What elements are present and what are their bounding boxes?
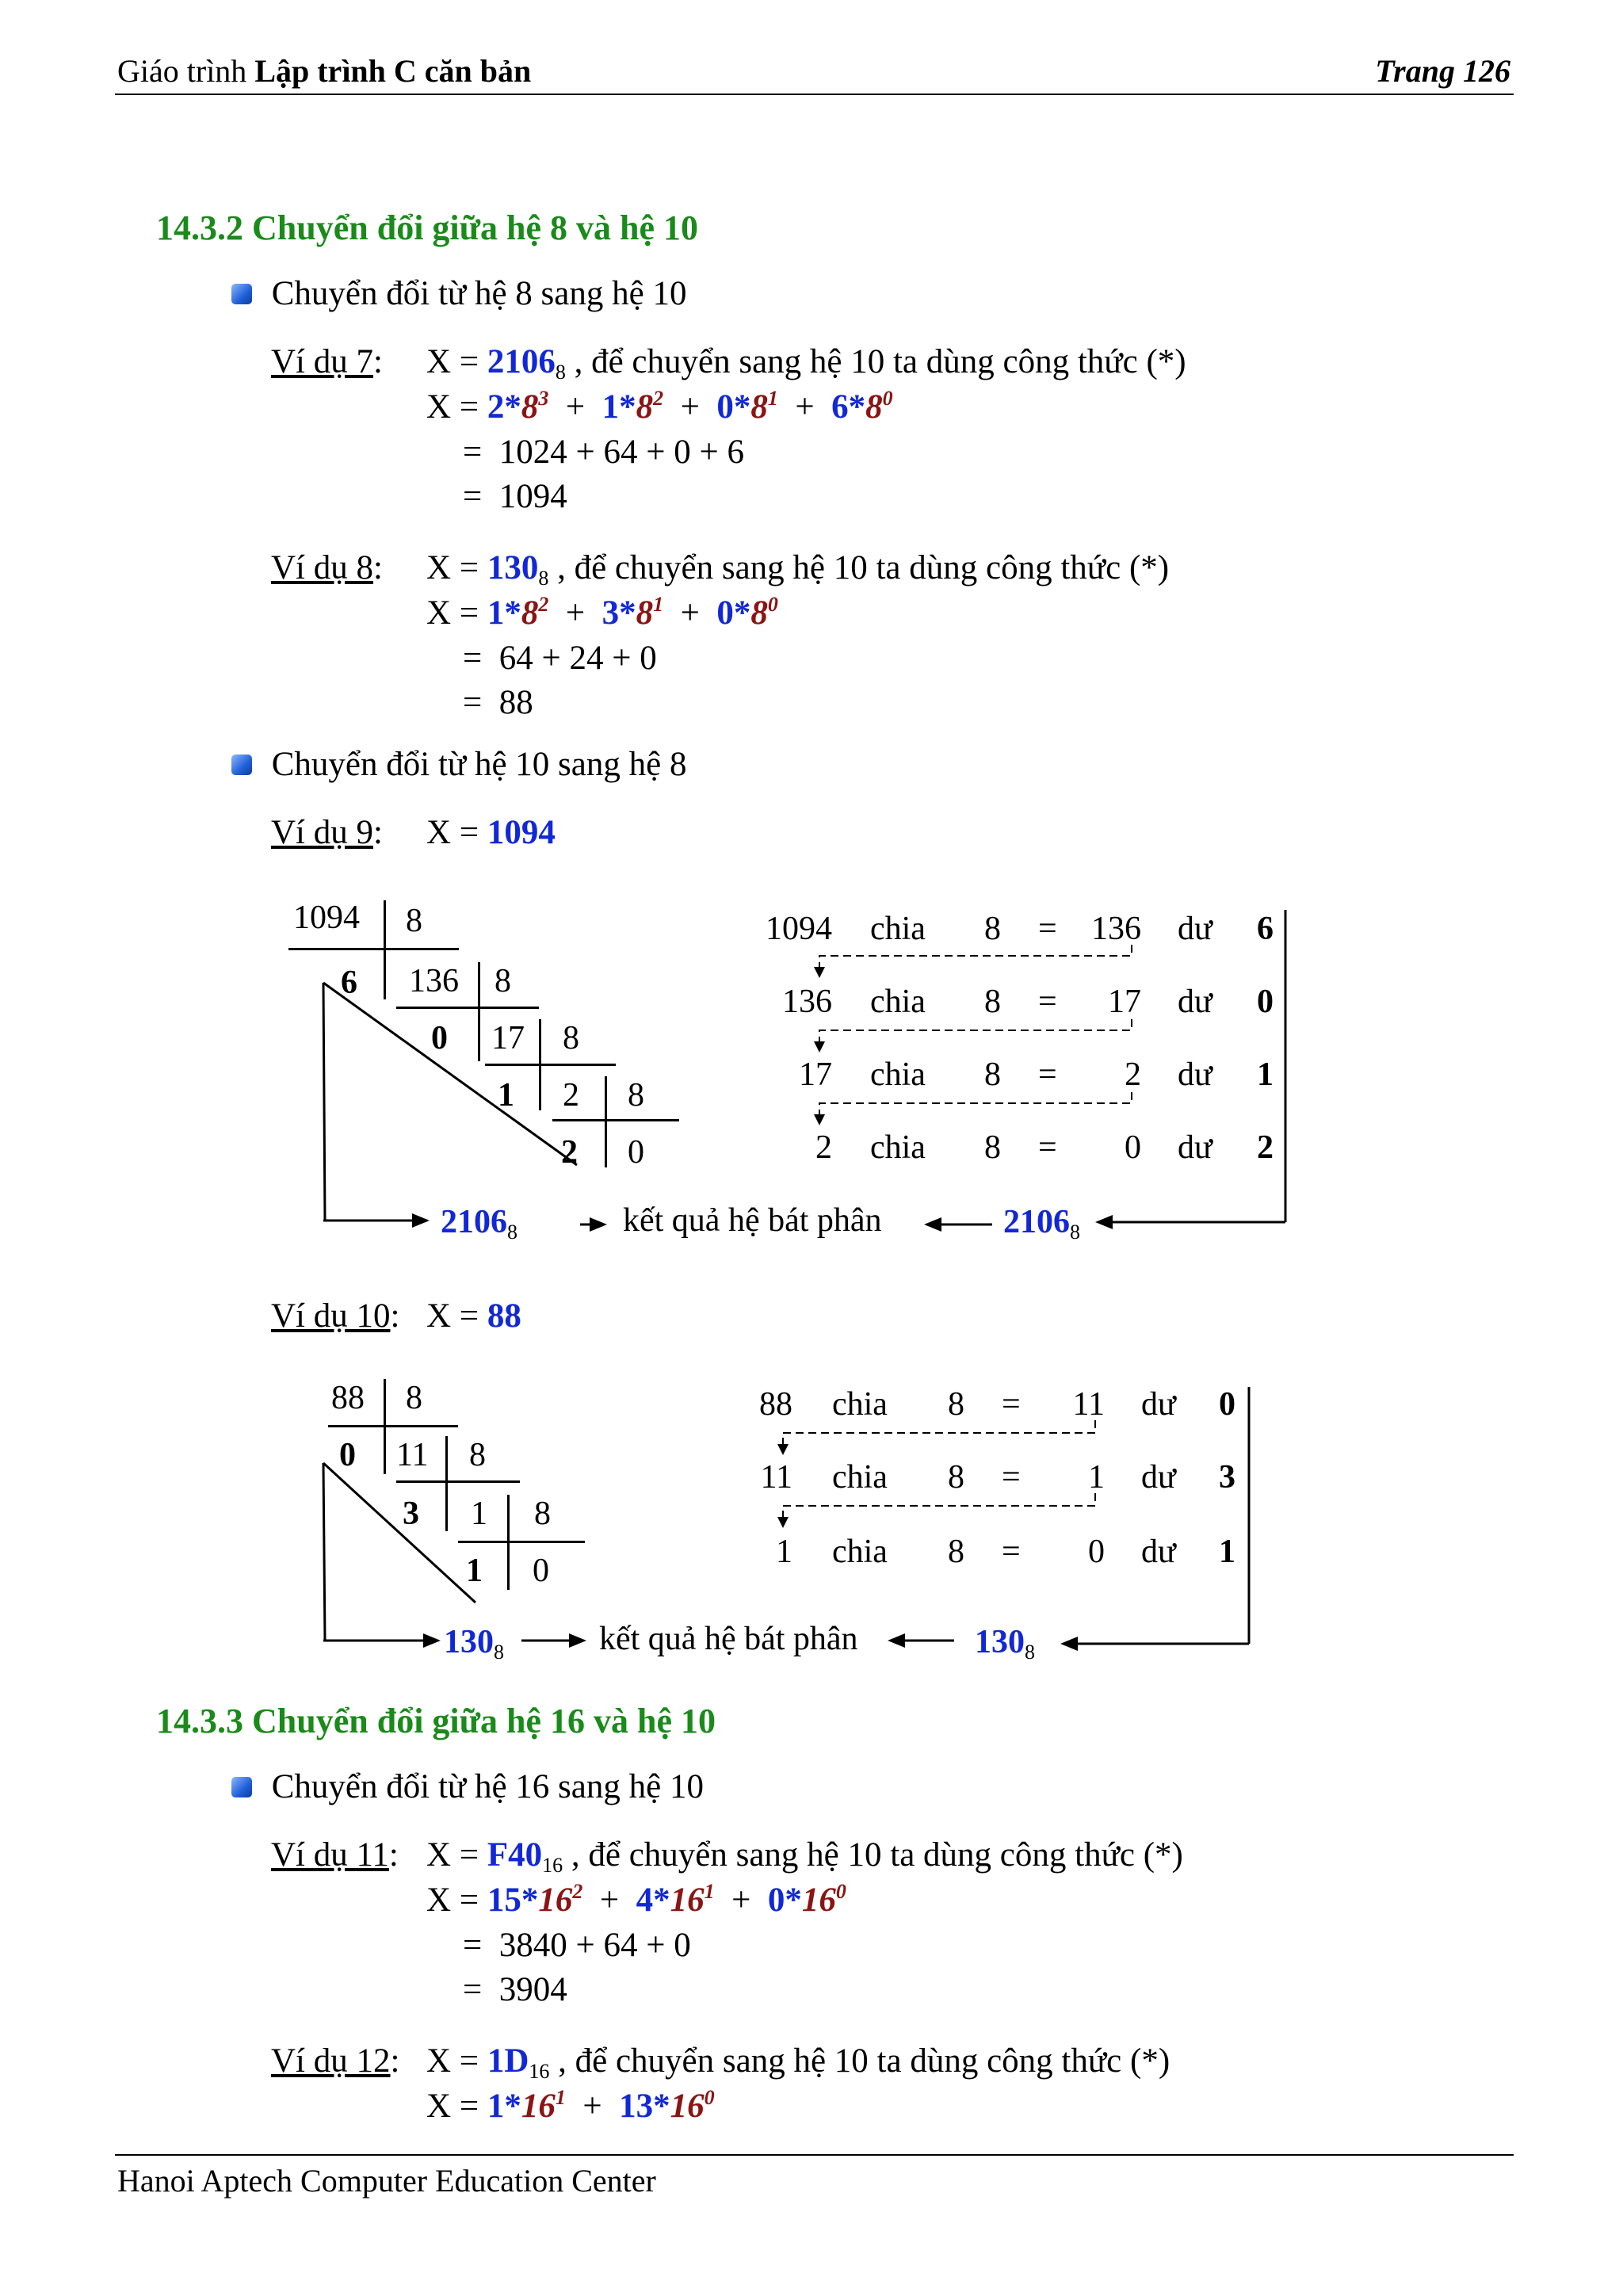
section-heading-14-3-2: 14.3.2 Chuyển đổi giữa hệ 8 và hệ 10 bbox=[156, 208, 699, 247]
example-9-line: Ví dụ 9: bbox=[271, 814, 383, 851]
header-book-prefix: Giáo trình bbox=[117, 53, 247, 89]
example-7-step1: = 1024 + 64 + 0 + 6 bbox=[463, 434, 745, 471]
result-caption-1094: kết quả hệ bát phân bbox=[623, 1202, 882, 1239]
header-book-title: Lập trình C căn bản bbox=[254, 53, 532, 89]
example-7-statement: $X = 2106_8$ , để chuyển sang hệ 10 ta dùng công thức (*) bbox=[426, 343, 1186, 384]
example-11-expansion: $X = 15*16^2 + 4*16^1 + 0*16^0$ bbox=[426, 1880, 846, 1919]
example-label: Ví dụ 11 bbox=[271, 1836, 389, 1874]
example-8-expansion: $X = 1*8^2 + 3*8^1 + 0*8^0$ bbox=[426, 593, 778, 632]
result-left-88: $130_8$ bbox=[444, 1624, 504, 1664]
example-7-line1: Ví dụ 7: bbox=[271, 343, 383, 380]
example-8-line1: Ví dụ 8: bbox=[271, 549, 383, 586]
example-8-statement: $X = 130_8$ , để chuyển sang hệ 10 ta dùng công thức (*) bbox=[426, 549, 1170, 590]
example-11-statement: $X = F40_{16}$ , để chuyển sang hệ 10 ta dùng công thức (*) bbox=[426, 1836, 1183, 1877]
bullet-icon bbox=[231, 1777, 252, 1797]
bullet-oct-to-dec: Chuyển đổi từ hệ 8 sang hệ 10 bbox=[231, 274, 686, 313]
footer-text: Hanoi Aptech Computer Education Center bbox=[117, 2163, 656, 2199]
example-11-line1: Ví dụ 11: bbox=[271, 1836, 399, 1874]
page-number: Trang 126 bbox=[1375, 53, 1510, 89]
bullet-hex-to-dec: Chuyển đổi từ hệ 16 sang hệ 10 bbox=[231, 1767, 704, 1806]
example-7-expansion: $X = 2*8^3 + 1*8^2 + 0*8^1 + 6*8^0$ bbox=[426, 387, 893, 426]
result-right-88: $130_8$ bbox=[975, 1624, 1035, 1664]
example-10-line: Ví dụ 10: bbox=[271, 1297, 400, 1335]
example-9-statement: X = 1094 bbox=[426, 814, 556, 851]
example-12-line1: Ví dụ 12: bbox=[271, 2042, 400, 2080]
bullet-dec-to-oct: Chuyển đổi từ hệ 10 sang hệ 8 bbox=[231, 745, 686, 784]
example-label: Ví dụ 12 bbox=[271, 2042, 391, 2080]
example-10-statement: X = 88 bbox=[426, 1297, 521, 1335]
example-label: Ví dụ 7 bbox=[271, 343, 373, 380]
example-label: Ví dụ 10 bbox=[271, 1297, 391, 1335]
example-label: Ví dụ 9 bbox=[271, 814, 373, 851]
footer-rule bbox=[115, 2154, 1514, 2156]
example-label: Ví dụ 8 bbox=[271, 549, 373, 586]
result-left-1094: $2106_8$ bbox=[441, 1204, 517, 1244]
result-caption-88: kết quả hệ bát phân bbox=[599, 1621, 858, 1657]
example-7-step2: = 1094 bbox=[463, 478, 567, 515]
result-right-1094: $2106_8$ bbox=[1003, 1204, 1080, 1244]
section-heading-14-3-3: 14.3.3 Chuyển đổi giữa hệ 16 và hệ 10 bbox=[156, 1702, 716, 1740]
example-11-step1: = 3840 + 64 + 0 bbox=[463, 1927, 691, 1964]
example-12-statement: $X = 1D_{16}$ , để chuyển sang hệ 10 ta dùng công thức (*) bbox=[426, 2042, 1170, 2083]
example-8-step2: = 88 bbox=[463, 684, 533, 721]
example-11-step2: = 3904 bbox=[463, 1971, 567, 2008]
example-12-expansion: $X = 1*16^1 + 13*16^0$ bbox=[426, 2086, 715, 2125]
example-8-step1: = 64 + 24 + 0 bbox=[463, 640, 657, 677]
